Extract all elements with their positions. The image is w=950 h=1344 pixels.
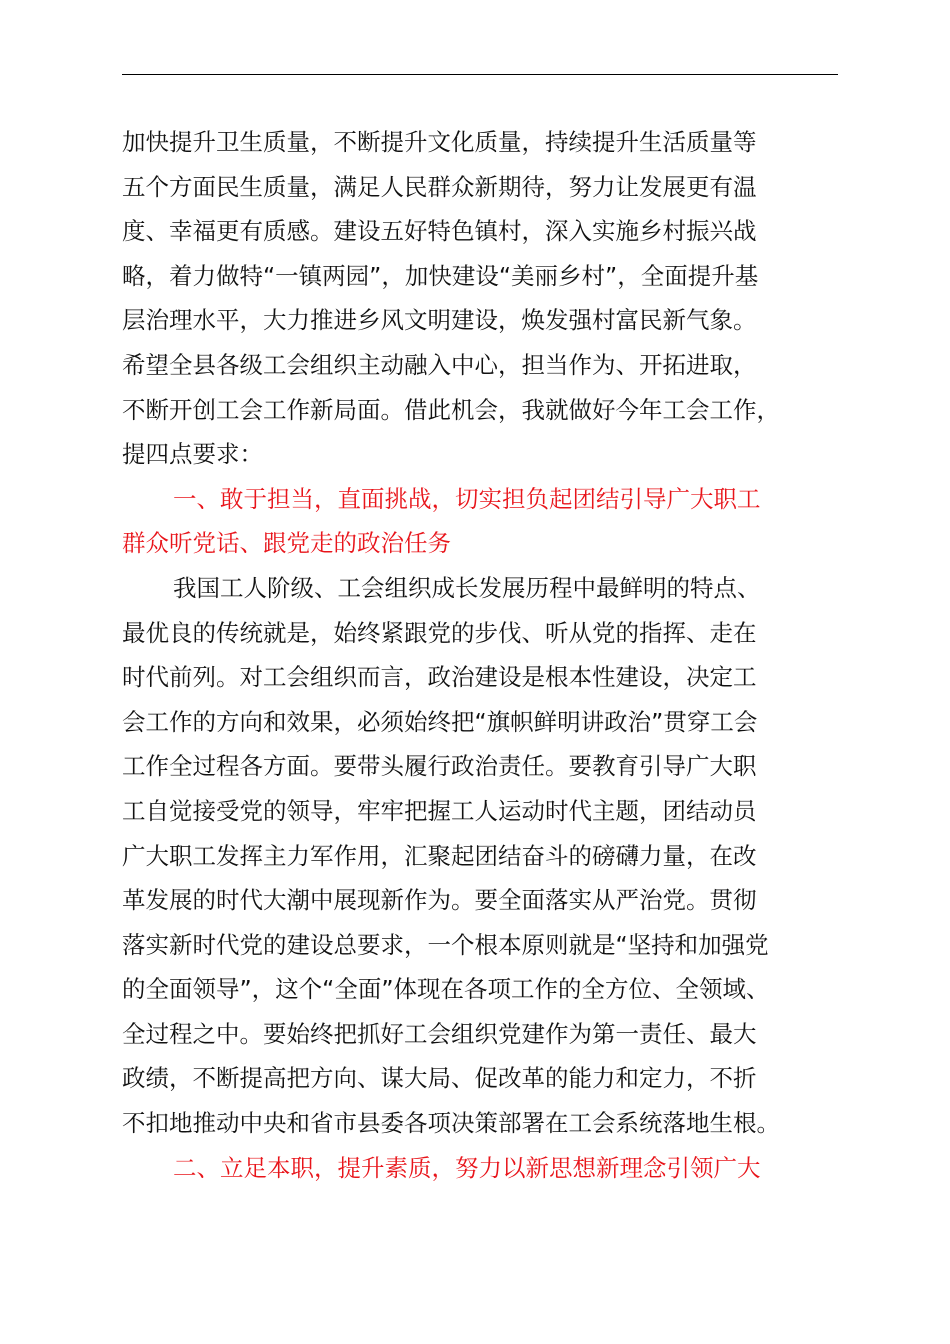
text-line: 工作全过程各方面。要带头履行政治责任。要教育引导广大职 <box>122 752 757 781</box>
document-body <box>122 120 838 1190</box>
text-line: 最优良的传统就是，始终紧跟党的步伐、听从党的指挥、走在 <box>122 618 757 647</box>
intro-paragraph <box>122 120 838 477</box>
text-line: 会工作的方向和效果，必须始终把“旗帜鲜明讲政治”贯穿工会 <box>122 707 758 736</box>
text-line: 希望全县各级工会组织主动融入中心，担当作为、开拓进取， <box>122 350 757 379</box>
text-line: 提四点要求： <box>122 440 263 469</box>
text-line: 五个方面民生质量，满足人民群众新期待，努力让发展更有温 <box>122 172 757 201</box>
text-line: 革发展的时代大潮中展现新作为。要全面落实从严治党。贯彻 <box>122 886 757 915</box>
section-heading-1 <box>122 477 838 566</box>
heading-line: 二、立足本职，提升素质，努力以新思想新理念引领广大 <box>173 1153 761 1182</box>
text-line: 的全面领导”，这个“全面”体现在各项工作的全方位、全领域、 <box>122 975 770 1004</box>
text-line: 广大职工发挥主力军作用，汇聚起团结奋斗的磅礴力量，在改 <box>122 841 757 870</box>
text-line: 度、幸福更有质感。建设五好特色镇村，深入实施乡村振兴战 <box>122 217 757 246</box>
text-line: 略，着力做特“一镇两园”，加快建设“美丽乡村”，全面提升基 <box>122 261 759 290</box>
text-line: 工自觉接受党的领导，牢牢把握工人运动时代主题，团结动员 <box>122 796 757 825</box>
heading-line: 一、敢于担当，直面挑战，切实担负起团结引导广大职工 <box>173 484 761 513</box>
header-rule <box>122 74 838 75</box>
text-line: 我国工人阶级、工会组织成长发展历程中最鲜明的特点、 <box>173 573 761 602</box>
text-line: 落实新时代党的建设总要求，一个根本原则就是“坚持和加强党 <box>122 930 769 959</box>
text-line: 时代前列。对工会组织而言，政治建设是根本性建设，决定工 <box>122 663 757 692</box>
text-line: 全过程之中。要始终把抓好工会组织党建作为第一责任、最大 <box>122 1019 757 1048</box>
text-line: 加快提升卫生质量，不断提升文化质量，持续提升生活质量等 <box>122 128 757 156</box>
text-line: 不断开创工会工作新局面。借此机会，我就做好今年工会工作， <box>122 395 780 424</box>
section-1-paragraph <box>122 566 838 1146</box>
heading-line: 群众听党话、跟党走的政治任务 <box>122 529 451 558</box>
text-line: 不扣地推动中央和省市县委各项决策部署在工会系统落地生根。 <box>122 1109 780 1138</box>
section-heading-2 <box>122 1146 838 1191</box>
text-line: 层治理水平，大力推进乡风文明建设，焕发强村富民新气象。 <box>122 306 757 335</box>
text-line: 政绩，不断提高把方向、谋大局、促改革的能力和定力，不折 <box>122 1064 757 1093</box>
